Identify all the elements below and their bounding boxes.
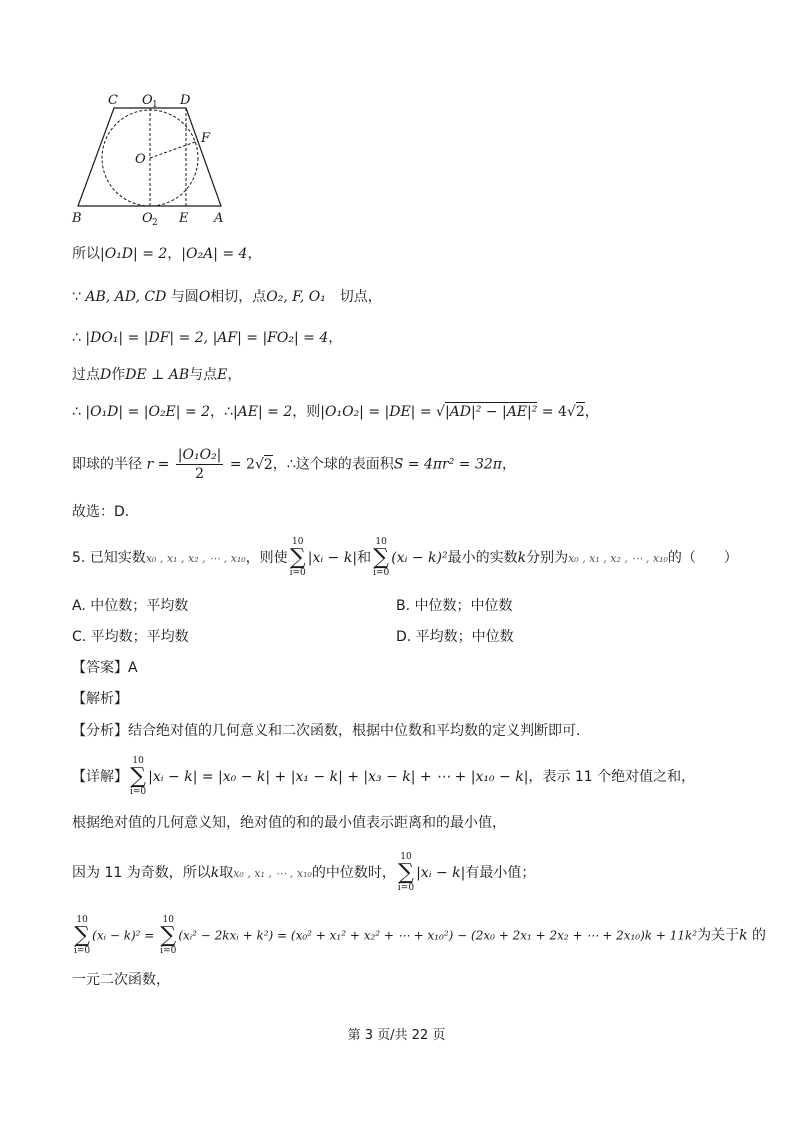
label-o: O — [135, 152, 146, 167]
sum-symbol: 10 ∑ i=0 — [289, 537, 306, 578]
line-tangent-lengths: ∴ |DO₁| = |DF| = 2, |AF| = |FO₂| = 4， — [72, 330, 343, 346]
answer-label: 【答案】 — [72, 660, 128, 676]
xiangjie-label: 【详解】 — [72, 769, 128, 785]
trapezoid-sphere-figure — [68, 88, 238, 228]
question-5: 5. 已知实数x₀ , x₁ , x₂ , ⋯ , x₁₀，则使 10 ∑ i=0 |xᵢ − k|和 10 ∑ i=0 (xᵢ − k)²最小的实数k分别为x₀ , x₁ , x₂ , ⋯ , x₁₀的（ ） — [72, 537, 738, 578]
label-o2-sub: 2 — [152, 218, 158, 228]
line-median-minimum: 因为 11 为奇数，所以k取x₀ , x₁ , ⋯ , x₁₀的中位数时， 10 ∑ i=0 |xᵢ − k|有最小值； — [72, 852, 536, 893]
label-c: C — [108, 93, 118, 108]
line-o1d-o2a: 所以|O₁D| = 2，|O₂A| = 4， — [72, 246, 262, 262]
option-a: A. 中位数；平均数 — [72, 598, 189, 614]
sum-symbol: 10 ∑ i=0 — [130, 756, 147, 797]
label-b: B — [72, 211, 82, 226]
label-o1: O — [142, 93, 153, 108]
line-choose-d: 故选：D. — [72, 504, 130, 520]
label-a: A — [214, 211, 224, 226]
page-footer: 第 3 页/共 22 页 — [347, 1028, 446, 1043]
line-geometric-meaning: 根据绝对值的几何意义知，绝对值的和的最小值表示距离和的最小值， — [72, 815, 506, 831]
label-o1-sub: 1 — [152, 100, 158, 110]
line-quadratic-function: 一元二次函数， — [72, 972, 170, 988]
sum-symbol: 10 ∑ i=0 — [373, 537, 390, 578]
xiangjie-line: 【详解】 10 ∑ i=0 |xᵢ − k| = |x₀ − k| + |x₁ − k| + |x₃ − k| + ⋯ + |x₁₀ − k|，表示 11 个绝对值之和， — [72, 756, 696, 797]
option-d: D. 平均数；中位数 — [396, 629, 514, 645]
line-perpendicular: 过点D作DE ⊥ AB与点E， — [72, 367, 242, 383]
analysis-heading: 【解析】 — [72, 691, 128, 707]
label-o2: O — [142, 211, 153, 226]
label-d: D — [180, 93, 191, 108]
fenxi-label: 【分析】 — [72, 723, 128, 739]
fenxi-line: 【分析】结合绝对值的几何意义和二次函数，根据中位数和平均数的定义判断即可. — [72, 723, 581, 739]
line-tangent: ∵ AB, AD, CD 与圆O相切，点O₂, F, O₁ 切点， — [72, 289, 382, 305]
answer-value: A — [128, 660, 138, 676]
option-c: C. 平均数；平均数 — [72, 629, 189, 645]
line-radius-surface: 即球的半径 r = $\frac{\text{|O₁O₂|}}{2}$ = 2√2，∴这个球的表面积S = 4πr² = 32π， — [72, 447, 516, 482]
sum-symbol: 10 ∑ i=0 — [160, 915, 177, 956]
trapezoid-abcd — [78, 108, 221, 206]
line-o1o2-length: ∴ |O₁D| = |O₂E| = 2，∴|AE| = 2，则|O₁O₂| = |DE| = √|AD|² − |AE|² = 4√2， — [72, 404, 599, 420]
option-b: B. 中位数；中位数 — [396, 598, 513, 614]
label-e: E — [179, 211, 189, 226]
sum-symbol: 10 ∑ i=0 — [397, 852, 415, 893]
answer-line — [72, 658, 138, 678]
line-quadratic-expansion: 10 ∑ i=0 (xᵢ − k)² = 10 ∑ i=0 (xᵢ² − 2kxᵢ + k²) = (x₀² + x₁² + x₂² + ⋯ + x₁₀²) − (2x₀ + 2x₁ + 2x₂ + ⋯ + 2x₁₀)k + 11k²为关于k 的 — [74, 915, 767, 956]
radius-fraction: $\frac{\text{|O₁O₂|}}{2}$ — [177, 447, 222, 482]
label-f: F — [201, 131, 211, 146]
segment-o-f — [150, 141, 198, 158]
sum-symbol: 10 ∑ i=0 — [74, 915, 91, 956]
